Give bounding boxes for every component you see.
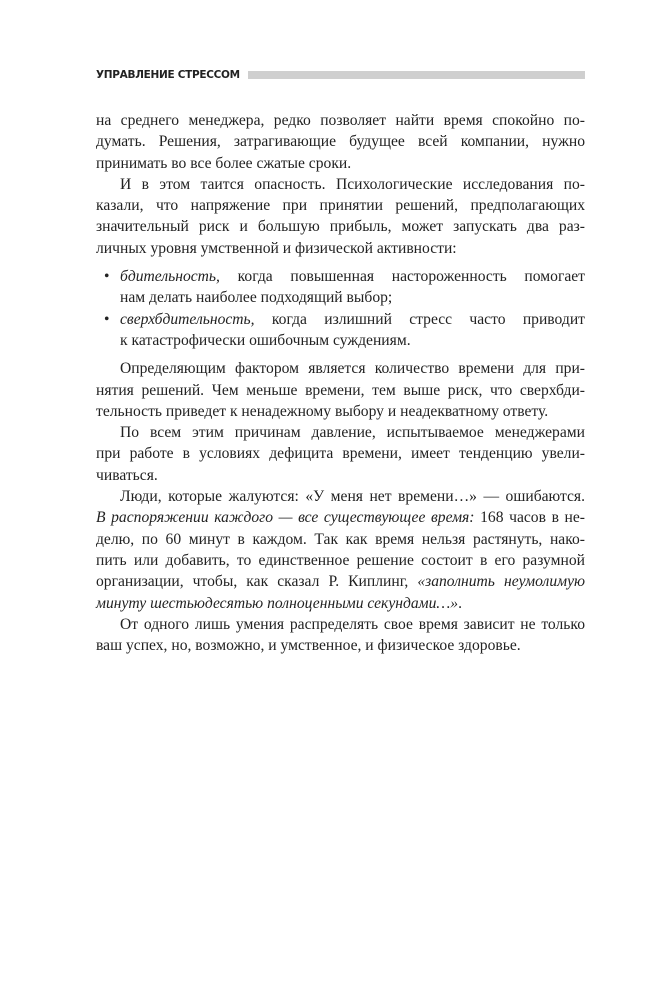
italic-text: сверхбдительность,: [120, 310, 255, 328]
italic-text: бдительность,: [120, 268, 220, 286]
text: когда излишний стресс часто приводит: [254, 310, 585, 328]
text: 168 часов в не-: [474, 509, 585, 527]
text-line: [96, 529, 585, 550]
text: при работе в условиях дефицита времени, имеет тенденцию увели-: [96, 445, 585, 463]
text-line: [96, 422, 585, 443]
text: нам делать наиболее подходящий выбор;: [120, 289, 393, 307]
text-line: [96, 216, 585, 237]
text-line: [96, 131, 585, 152]
paragraph: [96, 614, 585, 657]
text: когда повышенная настороженность помогает: [219, 268, 585, 286]
text-line: [96, 195, 585, 216]
text-line: [96, 174, 585, 195]
paragraph: [96, 422, 585, 486]
text-line: [96, 507, 585, 528]
text-line: [96, 309, 585, 330]
text: на среднего менеджера, редко позволяет найти время спокойно по-: [96, 112, 585, 129]
paragraph: [96, 358, 585, 422]
italic-text: «заполнить неумолимую: [417, 573, 585, 591]
text: Люди, которые жалуются: «У меня нет времени…» — ошибаются.: [120, 488, 585, 506]
text: делю, по 60 минут в каждом. Так как время нельзя растянуть, нако-: [96, 530, 585, 548]
paragraph: [96, 174, 585, 259]
text-line: [96, 380, 585, 401]
text: И в этом таится опасность. Психологические исследования по-: [120, 175, 585, 193]
paragraph: [96, 110, 585, 174]
text: .: [458, 594, 462, 612]
italic-text: минуту шестьюдесятью полноценными секундами…»: [96, 594, 459, 612]
text-line: [96, 614, 585, 635]
text-line: [96, 443, 585, 464]
text: значительный риск и большую прибыль, может запускать два раз-: [96, 218, 585, 236]
text-line: [96, 238, 585, 259]
header-rule: [248, 71, 585, 79]
text: нятия решений. Чем меньше времени, тем выше риск, что сверхбди-: [96, 381, 585, 399]
text: принимать во все более сжатые сроки.: [96, 154, 352, 172]
text-line: [96, 550, 585, 571]
italic-text: В распоряжении каждого — все существующее время:: [96, 509, 475, 527]
page-body: [96, 110, 585, 656]
running-header-title: УПРАВЛЕНИЕ СТРЕССОМ: [96, 69, 240, 81]
text-line: [96, 401, 585, 422]
text: чиваться.: [96, 466, 158, 484]
text: От одного лишь умения распределять свое время зависит не только: [120, 615, 585, 633]
text-line: [96, 110, 585, 131]
bullet-icon: •: [104, 310, 110, 328]
text: казали, что напряжение при принятии решений, предполагающих: [96, 197, 585, 215]
bullet-item: [96, 266, 585, 309]
text: По всем этим причинам давление, испытываемое менеджерами: [120, 424, 585, 442]
text-line: [96, 635, 585, 656]
text-line: [96, 486, 585, 507]
text: пить или добавить, то единственное решение состоит в его разумной: [96, 551, 585, 569]
text: думать. Решения, затрагивающие будущее всей компании, нужно: [96, 133, 585, 151]
paragraph: [96, 486, 585, 614]
text-line: [96, 266, 585, 287]
running-header: [96, 68, 585, 82]
text: к катастрофически ошибочным суждениям.: [120, 331, 411, 349]
text-line: [96, 571, 585, 592]
text: тельность приведет к ненадежному выбору и неадекватному ответу.: [96, 402, 549, 420]
text: организации, чтобы, как сказал Р. Киплинг,: [96, 573, 418, 591]
bullet-item: [96, 309, 585, 352]
text-line: [96, 330, 585, 351]
text: личных уровня умственной и физической активности:: [96, 239, 457, 257]
text-line: [96, 465, 585, 486]
text: ваш успех, но, возможно, и умственное, и физическое здоровье.: [96, 637, 521, 655]
text-line: [96, 287, 585, 308]
text-line: [96, 593, 585, 614]
text-line: [96, 153, 585, 174]
text: Определяющим фактором является количество времени для при-: [120, 360, 585, 378]
bullet-icon: •: [104, 268, 110, 286]
text-line: [96, 358, 585, 379]
